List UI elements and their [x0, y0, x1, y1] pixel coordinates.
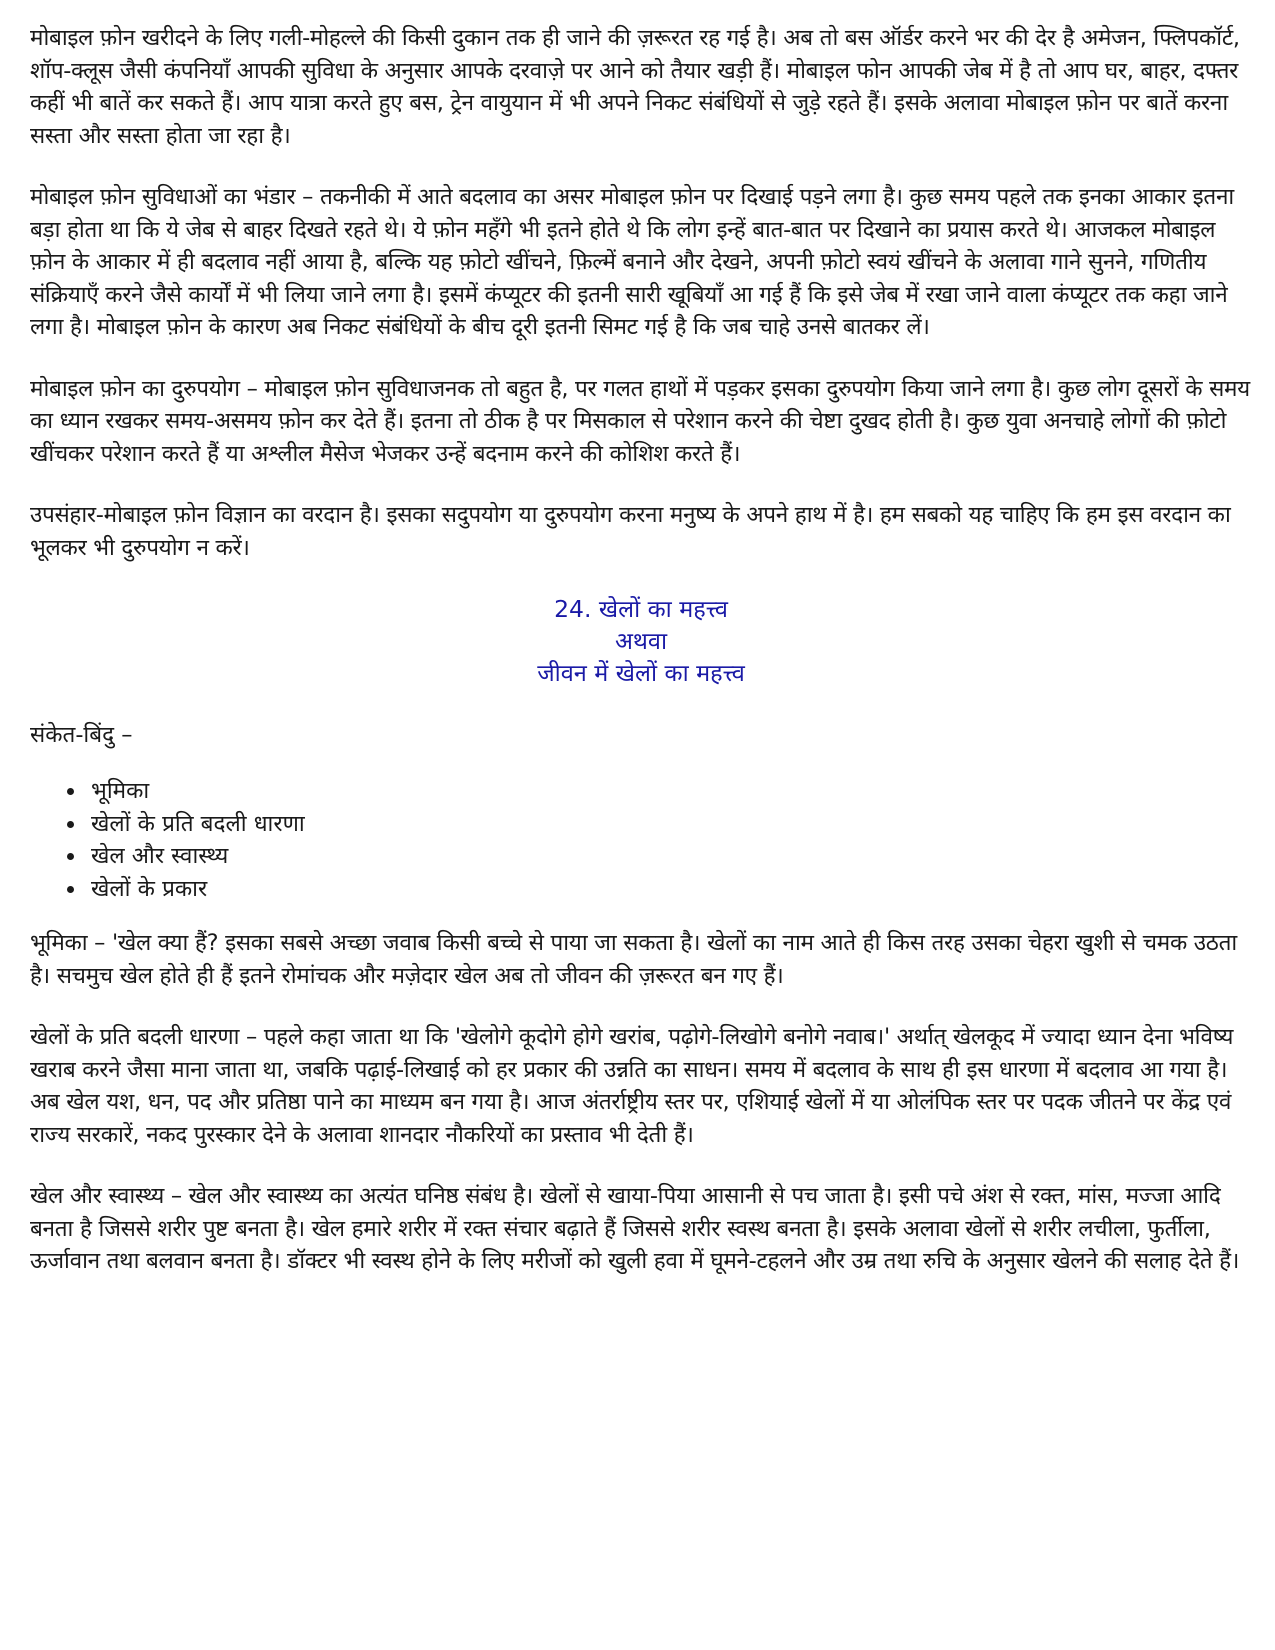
essay-heading [30, 593, 1252, 689]
paragraph-mobile-facilities: मोबाइल फ़ोन सुविधाओं का भंडार – तकनीकी में आते बदलाव का असर मोबाइल फ़ोन पर दिखाई पड़ने लगा है। कुछ समय पहले तक इनका आकार इतना बड़ा होता था कि ये जेब से बाहर दिखते रहते थे। ये फ़ोन महँगे भी इतने होते थे कि लोग इन्हें बात-बात पर दिखाने का प्रयास करते थे। आजकल मोबाइल फ़ोन के आकार में ही बदलाव नहीं आया है, बल्कि यह फ़ोटो खींचने, फ़िल्में बनाने और देखने, अपनी फ़ोटो स्वयं खींचने के अलावा गाने सुनने, गणितीय संक्रियाएँ करने जैसे कार्यों में भी लिया जाने लगा है। इसमें कंप्यूटर की इतनी सारी खूबियाँ आ गई हैं कि इसे जेब में रखा जाने वाला कंप्यूटर तक कहा जाने लगा है। मोबाइल फ़ोन के कारण अब निकट संबंधियों के बीच दूरी इतनी सिमट गई है कि जब चाहे उनसे बातकर लें। [30, 184, 1234, 340]
paragraph-mobile-misuse: मोबाइल फ़ोन का दुरुपयोग – मोबाइल फ़ोन सुविधाजनक तो बहुत है, पर गलत हाथों में पड़कर इसका दुरुपयोग किया जाने लगा है। कुछ लोग दूसरों के समय का ध्यान रखकर समय-असमय फ़ोन कर देते हैं। इतना तो ठीक है पर मिसकाल से परेशान करने की चेष्टा दुखद होती है। कुछ युवा अनचाहे लोगों की फ़ोटो खींचकर परेशान करते हैं या अश्लील मैसेज भेजकर उन्हें बदनाम करने की कोशिश करते हैं। [30, 375, 1250, 467]
heading-subtitle: जीवन में खेलों का महत्त्व [537, 659, 745, 687]
point-item: • खेलों के प्रति बदली धारणा [87, 808, 1252, 841]
paragraph-changed-perception: खेलों के प्रति बदली धारणा – पहले कहा जाता था कि 'खेलोगे कूदोगे होगे खरांब, पढ़ोगे-लिखोगे बनोगे नवाब।' अर्थात् खेलकूद में ज्यादा ध्यान देना भविष्य खराब करने जैसा माना जाता था, जबकि पढ़ाई-लिखाई को हर प्रकार की उन्नति का साधन। समय में बदलाव के साथ ही इस धारणा में बदलाव आ गया है। अब खेल यश, धन, पद और प्रतिष्ठा पाने का माध्यम बन गया है। आज अंतर्राष्ट्रीय स्तर पर, एशियाई खेलों में या ओलंपिक स्तर पर पदक जीतने पर केंद्र एवं राज्य सरकारें, नकद पुरस्कार देने के अलावा शानदार नौकरियों का प्रस्ताव भी देती हैं। [30, 1024, 1234, 1148]
document-page [30, 22, 1252, 1307]
point-item: • खेल और स्वास्थ्य [87, 840, 1252, 873]
paragraph-mobile-purchase: मोबाइल फ़ोन खरीदने के लिए गली-मोहल्ले की किसी दुकान तक ही जाने की ज़रूरत रह गई है। अब तो बस ऑर्डर करने भर की देर है अमेजन, फ्लिपकॉर्ट, शॉप-क्लूस जैसी कंपनियाँ आपकी सुविधा के अनुसार आपके दरवाज़े पर आने को तैयार खड़ी हैं। मोबाइल फोन आपकी जेब में है तो आप घर, बाहर, दफ्तर कहीं भी बातें कर सकते हैं। आप यात्रा करते हुए बस, ट्रेन वायुयान में भी अपने निकट संबंधियों से जुड़े रहते हैं। इसके अलावा मोबाइल फ़ोन पर बातें करना सस्ता और सस्ता होता जा रहा है। [30, 25, 1240, 149]
paragraph-sports-health: खेल और स्वास्थ्य – खेल और स्वास्थ्य का अत्यंत घनिष्ठ संबंध है। खेलों से खाया-पिया आसानी से पच जाता है। इसी पचे अंश से रक्त, मांस, मज्जा आदि बनता है जिससे शरीर पुष्ट बनता है। खेल हमारे शरीर में रक्त संचार बढ़ाते हैं जिससे शरीर स्वस्थ बनता है। इसके अलावा खेलों से शरीर लचीला, फुर्तीला, ऊर्जावान तथा बलवान बनता है। डॉक्टर भी स्वस्थ होने के लिए मरीजों को खुली हवा में घूमने-टहलने और उम्र तथा रुचि के अनुसार खेलने की सलाह देते हैं। [30, 1183, 1240, 1274]
sanket-label: संकेत-बिंदु – [30, 722, 133, 748]
point-item: • खेलों के प्रकार [87, 873, 1252, 906]
heading-or: अथवा [614, 627, 668, 655]
point-list [30, 775, 1252, 905]
point-item: • भूमिका [87, 775, 1252, 808]
heading-title: 24. खेलों का महत्त्व [554, 595, 728, 623]
paragraph-introduction: भूमिका – 'खेल क्या हैं? इसका सबसे अच्छा जवाब किसी बच्चे से पाया जा सकता है। खेलों का नाम आते ही किस तरह उसका चेहरा खुशी से चमक उठता है। सचमुच खेल होते ही हैं इतने रोमांचक और मज़ेदार खेल अब तो जीवन की ज़रूरत बन गए हैं। [30, 930, 1237, 989]
paragraph-conclusion: उपसंहार-मोबाइल फ़ोन विज्ञान का वरदान है। इसका सदुपयोग या दुरुपयोग करना मनुष्य के अपने हाथ में है। हम सबको यह चाहिए कि हम इस वरदान का भूलकर भी दुरुपयोग न करें। [30, 502, 1231, 561]
